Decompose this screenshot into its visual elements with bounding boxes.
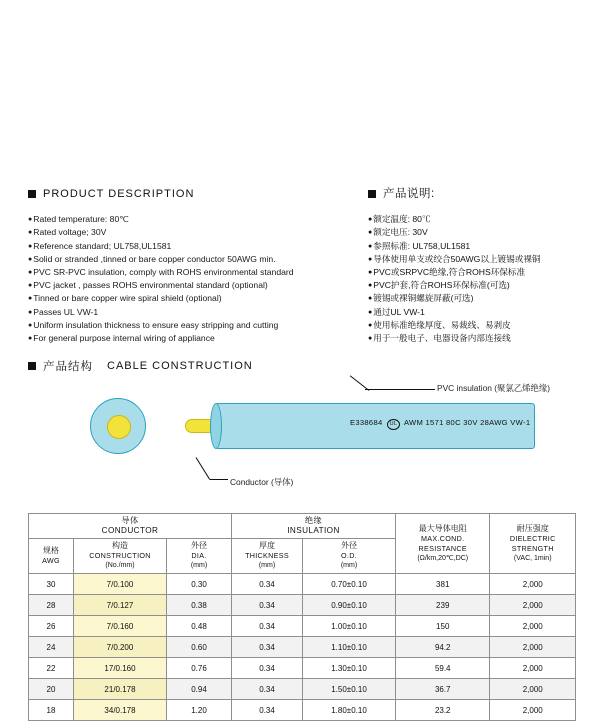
column-header-dielectric-unit: (VAC, 1min) (513, 554, 552, 562)
list-item-label: 使用标准绝缘厚度、易裁线、易剥皮 (373, 319, 511, 330)
group-header-insulation (232, 514, 396, 539)
list-item-label: 额定电压: 30V (373, 227, 428, 238)
cell-dielectric: 2,000 (490, 637, 576, 658)
list-item (368, 213, 598, 226)
column-header-awg-cn: 规格 (43, 546, 59, 555)
cell-construction: 7/0.160 (74, 616, 167, 637)
cell-construction: 7/0.200 (74, 637, 167, 658)
cell-resistance: 239 (396, 595, 490, 616)
column-header-thickness (232, 539, 303, 574)
dot-bullet-icon: ● (28, 269, 33, 277)
group-header-insulation-en: INSULATION (287, 526, 340, 535)
list-item-label: PVC或SRPVC绝缘,符合ROHS环保标准 (373, 267, 526, 278)
dot-bullet-icon: ● (368, 295, 373, 303)
column-header-resistance-en: MAX.COND. (421, 533, 465, 543)
cell-resistance: 150 (396, 616, 490, 637)
cell-thickness: 0.34 (232, 658, 303, 679)
cell-construction: 17/0.160 (74, 658, 167, 679)
cell-awg: 22 (29, 658, 74, 679)
cell-dielectric: 2,000 (490, 679, 576, 700)
cable-construction-heading (28, 358, 253, 374)
column-header-conductor-dia-unit: (mm) (190, 562, 208, 569)
column-header-awg (29, 539, 74, 574)
cell-resistance: 23.2 (396, 700, 490, 721)
cell-resistance: 36.7 (396, 679, 490, 700)
column-header-thickness-en: THICKNESS (245, 551, 289, 560)
column-header-dielectric-cn: 耐压强度 (516, 523, 549, 533)
group-header-conductor-en: CONDUCTOR (101, 526, 159, 535)
column-header-awg-en: AWG (42, 556, 60, 565)
cell-od: 1.10±0.10 (303, 637, 396, 658)
column-header-od-unit: (mm) (340, 562, 358, 569)
table-row (29, 616, 576, 637)
cell-dielectric: 2,000 (490, 574, 576, 595)
cell-thickness: 0.34 (232, 700, 303, 721)
group-header-conductor-cn: 导体 (121, 516, 139, 525)
table-row (29, 595, 576, 616)
column-header-thickness-unit: (mm) (258, 562, 276, 569)
dot-bullet-icon: ● (368, 282, 373, 290)
ul-logo-icon: UL (387, 419, 400, 430)
list-item (368, 240, 598, 253)
cell-conductor-dia: 0.30 (167, 574, 232, 595)
cable-construction-heading-cn: 产品结构 (43, 361, 93, 373)
cell-conductor-dia: 0.38 (167, 595, 232, 616)
column-header-conductor-dia-en: DIA. (191, 551, 207, 560)
list-item (368, 332, 598, 345)
column-header-resistance (396, 514, 490, 574)
list-item (28, 319, 358, 332)
cell-dielectric: 2,000 (490, 595, 576, 616)
list-item-label: 参照标准: UL758,UL1581 (373, 240, 471, 251)
cell-od: 1.80±0.10 (303, 700, 396, 721)
list-item (368, 279, 598, 292)
list-item-label: Tinned or bare copper wire spiral shield (optional) (33, 293, 222, 304)
leader-line (365, 389, 435, 390)
list-item-label: Reference standard; UL758,UL1581 (33, 240, 172, 251)
table-group-header-row (29, 514, 576, 539)
list-item-label: 用于一般电子、电器设备内部连接线 (373, 333, 511, 344)
list-item (28, 306, 358, 319)
product-description-heading-label: PRODUCT DESCRIPTION (43, 188, 195, 200)
conductor-label: Conductor (导体) (230, 477, 294, 487)
table-row (29, 637, 576, 658)
cross-section-conductor-icon (107, 415, 131, 439)
dot-bullet-icon: ● (368, 216, 373, 224)
cell-awg: 18 (29, 700, 74, 721)
cell-od: 1.30±0.10 (303, 658, 396, 679)
list-item (368, 253, 598, 266)
group-header-conductor (29, 514, 232, 539)
list-item (368, 292, 598, 305)
list-item (28, 213, 358, 226)
cell-awg: 26 (29, 616, 74, 637)
column-header-dielectric-en: DIELECTRIC (509, 533, 556, 543)
cell-thickness: 0.34 (232, 679, 303, 700)
cell-od: 0.90±0.10 (303, 595, 396, 616)
cell-conductor-dia: 0.48 (167, 616, 232, 637)
cell-resistance: 381 (396, 574, 490, 595)
list-item-label: 通过UL VW-1 (373, 306, 425, 317)
dot-bullet-icon: ● (28, 242, 33, 250)
list-item-label: PVC护套,符合ROHS环保标准(可选) (373, 280, 510, 291)
list-item-label: Rated temperature: 80℃ (33, 214, 129, 225)
list-item-label: 导体使用单支或绞合50AWG以上镀锡或裸铜 (373, 253, 541, 264)
column-header-construction (74, 539, 167, 574)
dot-bullet-icon: ● (368, 321, 373, 329)
group-header-insulation-cn: 绝缘 (304, 516, 323, 525)
dot-bullet-icon: ● (28, 295, 33, 303)
cell-awg: 20 (29, 679, 74, 700)
table-row (29, 658, 576, 679)
list-item-label: PVC jacket , passes ROHS environmental standard (optional) (33, 280, 268, 291)
list-item-label: For general purpose internal wiring of appliance (33, 333, 215, 344)
product-description-heading (28, 188, 358, 200)
product-description-cn-heading-label: 产品说明: (383, 188, 435, 200)
leader-line (196, 457, 211, 480)
leader-line (350, 375, 370, 391)
cable-diagram (0, 380, 603, 500)
dot-bullet-icon: ● (368, 269, 373, 277)
dot-bullet-icon: ● (28, 255, 33, 263)
column-header-od-en: O.D. (341, 551, 357, 560)
cell-construction: 34/0.178 (74, 700, 167, 721)
cable-construction-heading-en: CABLE CONSTRUCTION (107, 360, 253, 372)
table-row (29, 574, 576, 595)
column-header-resistance-cn: 最大导体电阻 (418, 523, 467, 533)
dot-bullet-icon: ● (28, 321, 33, 329)
cell-resistance: 59.4 (396, 658, 490, 679)
table-row (29, 679, 576, 700)
cell-conductor-dia: 1.20 (167, 700, 232, 721)
list-item-label: Rated voltage; 30V (33, 227, 107, 238)
column-header-construction-unit: (No./mm) (105, 562, 135, 569)
product-description-block (28, 188, 358, 345)
cell-od: 1.50±0.10 (303, 679, 396, 700)
cell-od: 1.00±0.10 (303, 616, 396, 637)
cell-construction: 7/0.100 (74, 574, 167, 595)
dot-bullet-icon: ● (368, 308, 373, 316)
list-item (368, 226, 598, 239)
dot-bullet-icon: ● (368, 242, 373, 250)
specification-table-body (29, 574, 576, 721)
list-item (28, 253, 358, 266)
list-item (28, 292, 358, 305)
cell-od: 0.70±0.10 (303, 574, 396, 595)
cross-section-insulation-icon (90, 398, 146, 454)
list-item (368, 306, 598, 319)
product-description-cn-heading (368, 188, 598, 200)
square-bullet-icon (28, 190, 36, 198)
cell-thickness: 0.34 (232, 637, 303, 658)
cable-print-suffix: AWM 1571 80C 30V 28AWG VW-1 (403, 418, 531, 427)
list-item (28, 240, 358, 253)
list-item (28, 226, 358, 239)
cell-thickness: 0.34 (232, 616, 303, 637)
square-bullet-icon (368, 190, 376, 198)
cell-dielectric: 2,000 (490, 700, 576, 721)
list-item-label: 镀锡或裸铜螺旋屏蔽(可选) (373, 293, 474, 304)
cell-conductor-dia: 0.60 (167, 637, 232, 658)
dot-bullet-icon: ● (28, 308, 33, 316)
cell-thickness: 0.34 (232, 574, 303, 595)
cell-dielectric: 2,000 (490, 658, 576, 679)
dot-bullet-icon: ● (28, 335, 33, 343)
column-header-resistance-en2: RESISTANCE (418, 543, 467, 553)
cell-conductor-dia: 0.76 (167, 658, 232, 679)
list-item-label: PVC SR-PVC insulation, comply with ROHS environmental standard (33, 267, 294, 278)
column-header-od-cn: 外径 (341, 541, 357, 550)
cell-awg: 28 (29, 595, 74, 616)
column-header-dielectric-en2: STRENGTH (511, 543, 554, 553)
cell-conductor-dia: 0.94 (167, 679, 232, 700)
column-header-conductor-dia (167, 539, 232, 574)
cell-awg: 30 (29, 574, 74, 595)
specification-table (28, 513, 576, 721)
square-bullet-icon (28, 362, 36, 370)
dot-bullet-icon: ● (28, 282, 33, 290)
column-header-thickness-cn: 厚度 (259, 541, 275, 550)
list-item-label: 额定温度: 80℃ (373, 214, 431, 225)
column-header-construction-en: CONSTRUCTION (89, 551, 151, 560)
list-item-label: Passes UL VW-1 (33, 306, 99, 317)
list-item-label: Uniform insulation thickness to ensure easy stripping and cutting (33, 319, 279, 330)
column-header-conductor-dia-cn: 外径 (191, 541, 207, 550)
cable-print-prefix: E338684 (350, 418, 383, 427)
cell-resistance: 94.2 (396, 637, 490, 658)
dot-bullet-icon: ● (28, 229, 33, 237)
column-header-resistance-unit: (Ω/km,20℃,DC) (417, 554, 469, 562)
list-item-label: Solid or stranded ,tinned or bare copper conductor 50AWG min. (33, 253, 276, 264)
cell-awg: 24 (29, 637, 74, 658)
dot-bullet-icon: ● (368, 255, 373, 263)
product-description-cn-block (368, 188, 598, 345)
side-view-insulation-cap-icon (210, 403, 222, 449)
column-header-od (303, 539, 396, 574)
insulation-label: PVC insulation (聚氯乙烯绝缘) (437, 383, 551, 393)
table-row (29, 700, 576, 721)
cell-thickness: 0.34 (232, 595, 303, 616)
column-header-construction-cn: 构造 (112, 541, 128, 550)
cell-construction: 7/0.127 (74, 595, 167, 616)
leader-line (210, 479, 228, 480)
list-item (28, 279, 358, 292)
list-item (368, 319, 598, 332)
list-item (28, 266, 358, 279)
cell-dielectric: 2,000 (490, 616, 576, 637)
dot-bullet-icon: ● (28, 216, 33, 224)
column-header-dielectric (490, 514, 576, 574)
cable-print-legend (350, 418, 530, 430)
list-item (368, 266, 598, 279)
dot-bullet-icon: ● (368, 229, 373, 237)
list-item (28, 332, 358, 345)
dot-bullet-icon: ● (368, 335, 373, 343)
cell-construction: 21/0.178 (74, 679, 167, 700)
